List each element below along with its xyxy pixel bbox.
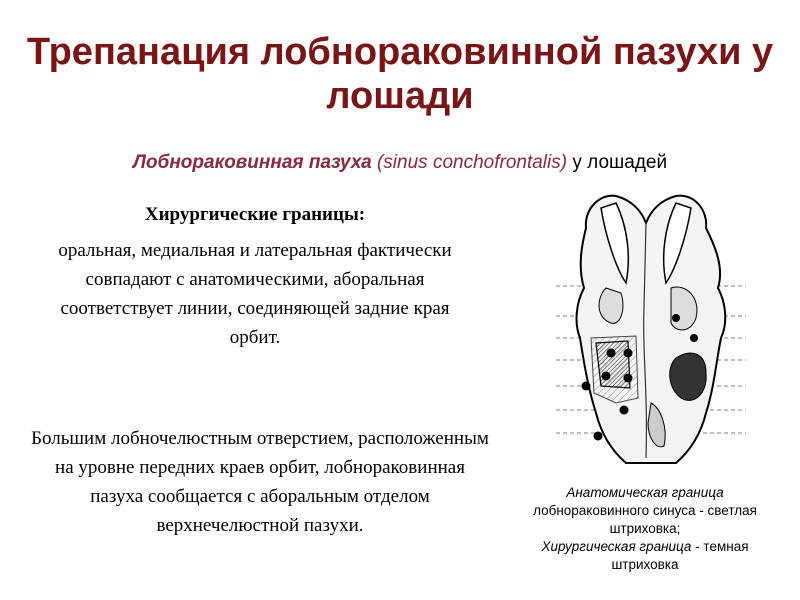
subtitle-latin: (sinus conchofrontalis) [376,152,568,173]
paragraph-boundaries: оральная, медиальная и латеральная фактически совпадают с анатомическими, аборальная соответствует линии, соединяющей задние края орбит. [58,240,452,348]
caption-surg-desc: - темная штриховка [611,539,749,572]
subtitle-term: Лобнораковинная пазуха [132,152,372,173]
skull-diagram [556,188,746,473]
slide-title: Трепанация лобнораковинной пазухи у лошади [26,31,774,117]
paragraph-opening: Большим лобночелюстным отверстием, расположенным на уровне передних краев орбит, лобнораковинная пазуха сообщается с аборальным отделом верхнечелюстной пазухи. [31,428,489,536]
subtitle-rest: у лошадей [572,152,668,173]
bone-detail-left [599,288,623,323]
caption-anat-title: Анатомическая граница [566,485,724,500]
figure-caption [510,484,780,574]
section-heading: Хирургические границы: [144,204,366,225]
caption-anat-desc: лобнораковинного синуса - светлая штриховка; [533,503,757,536]
subtitle [0,152,800,174]
caption-surg-title: Хирургическая граница [541,539,692,554]
